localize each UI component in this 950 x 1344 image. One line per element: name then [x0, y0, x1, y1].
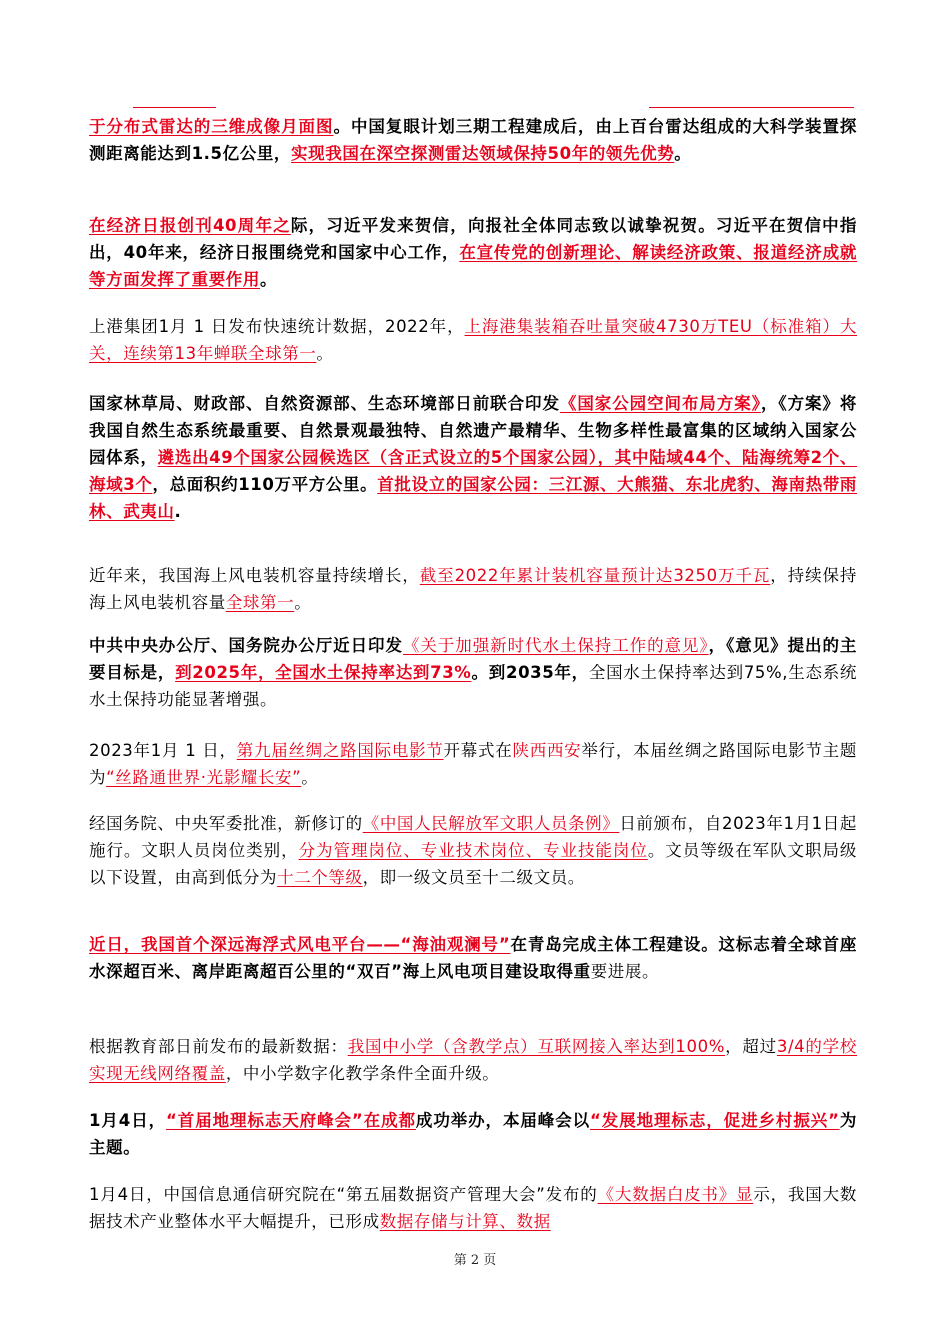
highlighted-text: 十二个等级: [277, 868, 363, 887]
highlighted-text: 第九届丝绸之路国际电影节: [236, 741, 444, 760]
highlighted-text: 《关于加强新时代水土保持工作的意见》: [402, 636, 709, 655]
body-text: 。: [294, 593, 312, 612]
body-text: 全国水土保持率达到75%,生态系统水土保持功能显著增强。: [89, 663, 858, 709]
paragraph-school-internet: [89, 1033, 857, 1087]
paragraph-radar: [89, 113, 857, 167]
paragraph-pla-civilian: [89, 810, 857, 891]
body-text: 1月4日，: [89, 1111, 167, 1130]
body-text: 。: [260, 270, 278, 289]
body-text: 开幕式在: [443, 741, 513, 760]
paragraph-national-parks: [89, 390, 857, 525]
page-number: 第 2 页: [453, 1253, 497, 1268]
body-text: 中共中央办公厅、国务院办公厅近日印发: [89, 636, 403, 655]
highlighted-text: 截至2022年累计装机容量预计达3250万千瓦: [419, 566, 771, 585]
body-text: 示，我国大数据技术产业整体水平大幅提升，已形成: [89, 1185, 857, 1231]
body-text: 根据教育部日前发布的最新数据：: [89, 1037, 348, 1056]
body-text: 1月4日，中国信息通信研究院在“第五届数据资产管理大会”发布的: [89, 1185, 598, 1204]
body-text: 际，习近平发来贺信，向报社全体同志致以诚挚祝贺。习近平在贺信中指出，40年来，经济日报围绕党和国家中心工作，: [89, 216, 857, 262]
highlighted-text: 于分布式雷达的三维成像月面图: [89, 117, 334, 136]
body-text: 上港集团1月 1 日发布快速统计数据，2022年，: [89, 317, 465, 336]
paragraph-geo-indication: [89, 1107, 857, 1161]
body-text: ，中小学数字化教学条件全面升级。: [225, 1064, 500, 1083]
body-text: 成功举办，本届峰会以: [415, 1111, 591, 1130]
top-rule-left: [133, 107, 216, 108]
highlighted-text: 《中国人民解放军文职人员条例》: [362, 814, 620, 833]
highlighted-text: 数据存储与计算、数据: [379, 1212, 551, 1231]
body-text: .: [174, 502, 182, 521]
body-text: 要进展。: [590, 962, 660, 981]
highlighted-text: 上海港集装箱吞吐量突破4730万TEU（标准箱）大关，连续第13年蝉联全球第一: [89, 317, 857, 363]
body-text: ，持续保持海上风电装机容量: [89, 566, 857, 612]
highlighted-text: 《国家公园空间布局方案》: [559, 394, 761, 413]
body-text: ，《方案》将我国自然生态系统最重要、自然景观最独特、自然遗产最精华、生物多样性最富集的区域纳入国家公园体系，: [89, 394, 858, 467]
paragraph-offshore-wind: [89, 562, 857, 616]
body-text: 举行，本届丝绸之路国际电影节主题为: [89, 741, 858, 787]
body-text: ，即一级文员至十二级文员。: [362, 868, 585, 887]
body-text: 。文员等级在军队文职局级以下设置，由高到低分为: [89, 841, 858, 887]
body-text: 。: [316, 344, 334, 363]
paragraph-haiyou-guanlan: [89, 931, 857, 985]
body-text: 。: [301, 768, 319, 787]
highlighted-text: 到2025年，全国水土保持率达到73%: [175, 663, 472, 682]
highlighted-text: 分为管理岗位、专业技术岗位、专业技能岗位: [298, 841, 648, 860]
body-text: 经国务院、中央军委批准，新修订的: [89, 814, 363, 833]
highlighted-text: 《大数据白皮书》显: [597, 1185, 754, 1204]
body-text: 。: [674, 144, 692, 163]
body-text: 国家林草局、财政部、自然资源部、生态环境部日前联合印发: [89, 394, 560, 413]
body-text: 2023年1月 1 日，: [89, 741, 237, 760]
top-rule-right: [649, 107, 854, 108]
highlighted-text: 首批设立的国家公园：三江源、大熊猫、东北虎豹、海南热带雨林、武夷山: [89, 475, 857, 521]
paragraph-soil-conservation: [89, 632, 857, 713]
highlighted-text: 近日，我国首个深远海浮式风电平台——“海油观澜号”: [89, 935, 511, 954]
body-text: ，超过: [725, 1037, 777, 1056]
paragraph-big-data: [89, 1181, 857, 1235]
highlighted-text: “首届地理标志天府峰会”在成都: [166, 1111, 416, 1130]
body-text: 在青岛完成主体工程建设。这标志着全球首座水深超百米、离岸距离超百公里的“双百”海上风电项目建设取得重: [89, 935, 857, 981]
paragraph-shanghai-port: [89, 313, 857, 367]
body-text: 近年来，我国海上风电装机容量持续增长，: [89, 566, 420, 585]
highlighted-text: 我国中小学（含教学点）互联网接入率达到100%: [347, 1037, 725, 1056]
highlighted-text: 在宣传党的创新理论、解读经济政策、报道经济成就等方面发挥了重要作用: [89, 243, 857, 289]
body-text: 。中国复眼计划三期工程建成后，由上百台雷达组成的大科学装置探测距离能达到1.5亿公里，: [89, 117, 858, 163]
highlighted-text: “丝路通世界·光影耀长安”: [106, 768, 302, 787]
highlighted-text: 陕西西安: [512, 741, 582, 760]
body-text: 为主题。: [89, 1111, 858, 1157]
highlighted-text: 在经济日报创刊40周年之: [89, 216, 291, 235]
body-text: ，总面积约110万平方公里。: [152, 475, 378, 494]
highlighted-text: 实现我国在深空探测雷达领域保持50年的领先优势: [291, 144, 675, 163]
highlighted-text: “发展地理标志，促进乡村振兴”: [590, 1111, 840, 1130]
highlighted-text: 遴选出49个国家公园候选区（含正式设立的5个国家公园），其中陆域44个、陆海统筹2个、海域3个: [89, 448, 858, 494]
highlighted-text: 全球第一: [225, 593, 295, 612]
paragraph-silk-road-film: [89, 737, 857, 791]
paragraph-economic-daily: [89, 212, 857, 293]
body-text: ，《意见》提出的主要目标是，: [89, 636, 857, 682]
highlighted-text: 3/4的学校实现无线网络覆盖: [89, 1037, 857, 1083]
body-text: 日前颁布，自2023年1月1日起施行。文职人员岗位类别，: [89, 814, 857, 860]
body-text: 。到2035年，: [471, 663, 589, 682]
